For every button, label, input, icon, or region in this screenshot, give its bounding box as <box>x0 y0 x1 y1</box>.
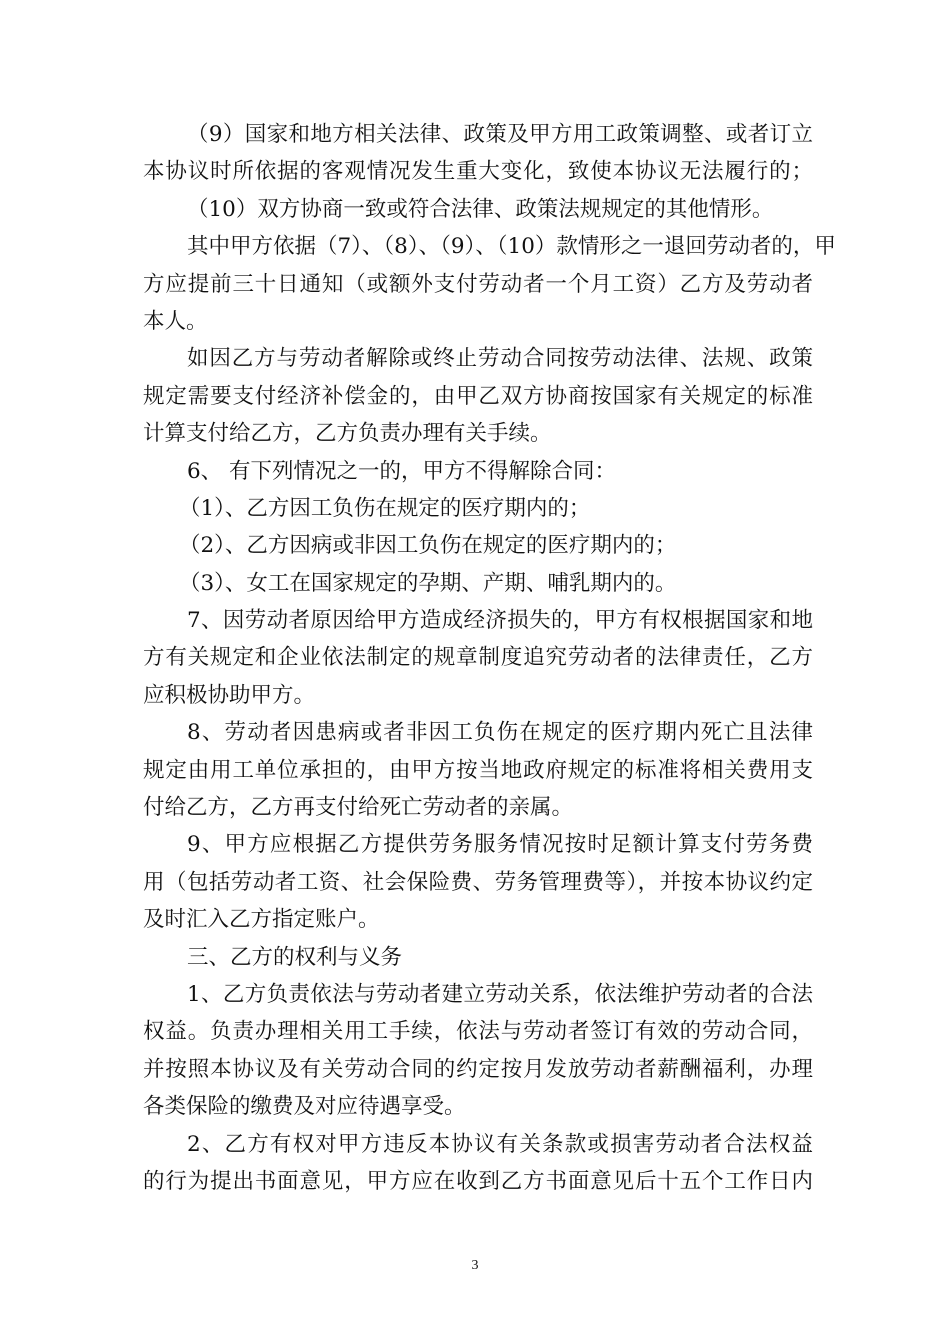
section-heading: 三、乙方的权利与义务 <box>187 944 403 970</box>
text-line: 用（包括劳动者工资、社会保险费、劳务管理费等），并按本协议约定 <box>143 869 813 895</box>
text-line: 权益。负责办理相关用工手续，依法与劳动者签订有效的劳动合同， <box>143 1019 813 1045</box>
text-line: 其中甲方依据（7）、（8）、（9）、（10）款情形之一退回劳动者的，甲 <box>187 234 836 260</box>
text-line: 的行为提出书面意见，甲方应在收到乙方书面意见后十五个工作日内 <box>143 1168 813 1194</box>
text-line: 规定由用工单位承担的，由甲方按当地政府规定的标准将相关费用支 <box>143 757 813 783</box>
text-line: 9、甲方应根据乙方提供劳务服务情况按时足额计算支付劳务费 <box>187 832 813 858</box>
page-number: 3 <box>471 1258 479 1273</box>
document-body <box>143 116 836 1200</box>
text-line: 计算支付给乙方，乙方负责办理有关手续。 <box>143 421 552 447</box>
text-line: 如因乙方与劳动者解除或终止劳动合同按劳动法律、法规、政策 <box>187 346 813 372</box>
text-line: 方有关规定和企业依法制定的规章制度追究劳动者的法律责任，乙方 <box>143 645 813 671</box>
text-line: 本协议时所依据的客观情况发生重大变化，致使本协议无法履行的； <box>143 159 813 185</box>
list-item: （2）、乙方因病或非因工负伤在规定的医疗期内的； <box>179 533 677 559</box>
text-line: 应积极协助甲方。 <box>143 682 316 708</box>
text-line: 2、乙方有权对甲方违反本协议有关条款或损害劳动者合法权益 <box>187 1131 813 1157</box>
text-line: 方应提前三十日通知（或额外支付劳动者一个月工资）乙方及劳动者 <box>143 271 813 297</box>
text-line: 本人。 <box>143 308 208 334</box>
text-line: 并按照本协议及有关劳动合同的约定按月发放劳动者薪酬福利，办理 <box>143 1056 813 1082</box>
text-line: （10）双方协商一致或符合法律、政策法规规定的其他情形。 <box>187 196 774 222</box>
text-line: 各类保险的缴费及对应待遇享受。 <box>143 1094 466 1120</box>
text-line: 8、劳动者因患病或者非因工负伤在规定的医疗期内死亡且法律 <box>187 720 813 746</box>
list-item: （1）、乙方因工负伤在规定的医疗期内的； <box>179 495 591 521</box>
section-heading: 6、 有下列情况之一的，甲方不得解除合同： <box>187 458 617 484</box>
text-line: 付给乙方，乙方再支付给死亡劳动者的亲属。 <box>143 795 574 821</box>
text-line: （9）国家和地方相关法律、政策及甲方用工政策调整、或者订立 <box>187 122 813 147</box>
text-line: 及时汇入乙方指定账户。 <box>143 907 380 933</box>
text-line: 1、乙方负责依法与劳动者建立劳动关系，依法维护劳动者的合法 <box>187 981 813 1007</box>
text-line: 7、因劳动者原因给甲方造成经济损失的，甲方有权根据国家和地 <box>187 608 813 634</box>
list-item: （3）、女工在国家规定的孕期、产期、哺乳期内的。 <box>179 570 677 596</box>
text-line: 规定需要支付经济补偿金的，由甲乙双方协商按国家有关规定的标准 <box>143 383 813 409</box>
